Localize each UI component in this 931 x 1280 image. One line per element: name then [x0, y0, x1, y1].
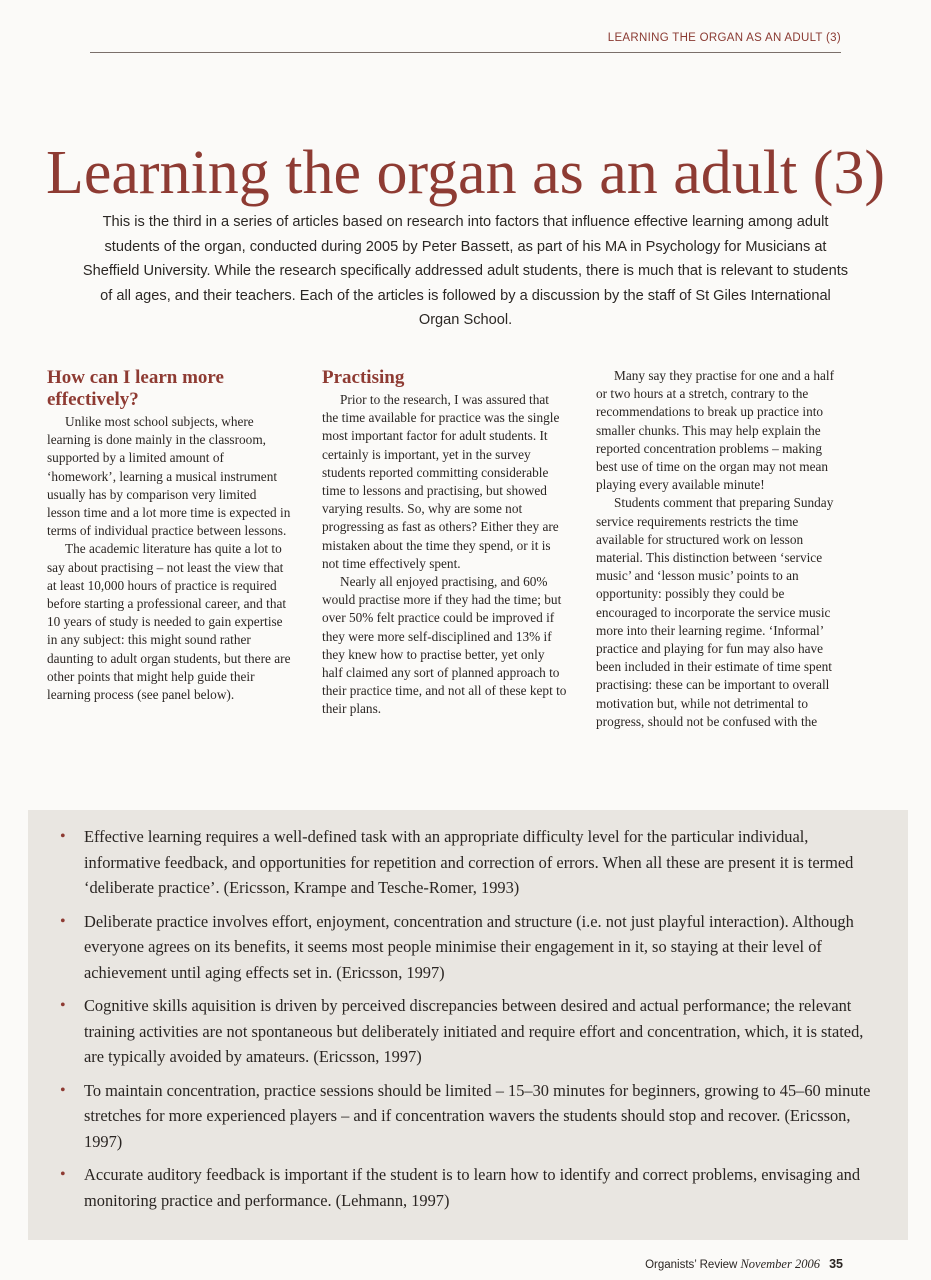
paragraph: Prior to the research, I was assured that the time available for practice was the single most important factor for adult students. It certainly is important, yet in the survey students reported committing considerable time to lessons and practising, but showed varying results. So, why are some not progressing as fast as others? Either they are mistaken about the time they spend, or it is not time effectively spent.	[322, 392, 560, 571]
bullet-icon: •	[60, 1166, 66, 1183]
paragraph: Students comment that preparing Sunday service requirements restricts the time available for structured work on lesson material. This distinction between ‘service music’ and ‘lesson music’ points to an opportunity: possibly they could be encouraged to incorporate the service music more into their learning regime. ‘Informal’ practice and playing for fun may also have been included in their estimate of time spent practising: these can be important to overall motivation but, while not detrimental to progress, should not be confused with the	[596, 495, 834, 729]
page-number: 35	[829, 1257, 843, 1271]
section-heading-learn-effectively: How can I learn more effectively?	[47, 367, 224, 410]
bullet-icon: •	[60, 912, 66, 930]
bullet-text: Deliberate practice involves effort, enjoyment, concentration and structure (i.e. not just playful interaction). Although everyone agrees on its benefits, it seems most people minimise their engagement in it, so staying at their level of achievement until aging effects set in. (Ericsson, 1997)	[84, 911, 854, 982]
bullet-text: Cognitive skills aquisition is driven by perceived discrepancies between desired and actual performance; the relevant training activities are not spontaneous but deliberately initiated and require effort and concentration, which, it is stated, are typically avoided by amateurs. (Ericsson, 1997)	[84, 996, 864, 1066]
page-footer	[645, 1257, 843, 1272]
column-1	[47, 367, 292, 704]
publication-name: Organists’ Review	[645, 1259, 738, 1271]
bullet-item	[58, 993, 878, 1070]
section-heading-practising: Practising	[322, 367, 405, 388]
paragraph: Unlike most school subjects, where learning is done mainly in the classroom, supported by a limited amount of ‘homework’, learning a musical instrument usually has by comparison very limited lesson time and a lot more time is expected in terms of individual practice between lessons.	[47, 414, 291, 539]
bullet-item	[58, 1078, 878, 1155]
bullet-item	[58, 909, 878, 986]
bullet-text: Accurate auditory feedback is important if the student is to learn how to identify and correct problems, envisaging and monitoring practice and performance. (Lehmann, 1997)	[84, 1165, 861, 1210]
issue-date: November 2006	[740, 1257, 820, 1271]
bullet-text: Effective learning requires a well-defined task with an appropriate difficulty level for the particular individual, informative feedback, and opportunities for repetition and correction of errors. When all these are present it is termed ‘deliberate practice’. (Ericsson, Krampe and Tesche-Romer, 1993)	[84, 827, 854, 897]
running-head: LEARNING THE ORGAN AS AN ADULT (3)	[607, 32, 841, 44]
article-title: Learning the organ as an adult (3)	[46, 139, 885, 207]
paragraph: The academic literature has quite a lot to say about practising – not least the view that at least 10,000 hours of practice is required before starting a professional career, and that 10 years of study is needed to gain expertise in any subject: this might sound rather daunting to adult organ students, but there are other points that might help guide their learning process (see panel below).	[47, 541, 291, 703]
column-3	[596, 367, 842, 731]
bullet-icon: •	[60, 828, 66, 845]
bullet-list	[28, 810, 908, 1213]
bullet-text: To maintain concentration, practice sessions should be limited – 15–30 minutes for beginners, growing to 45–60 minute stretches for more experienced players – and if concentration wavers the students should stop and recover. (Ericsson, 1997)	[84, 1080, 871, 1151]
bullet-item	[58, 824, 878, 901]
column-2	[322, 367, 567, 719]
bullet-item	[58, 1162, 878, 1213]
bullet-icon: •	[60, 1081, 66, 1099]
paragraph: Nearly all enjoyed practising, and 60% would practise more if they had the time; but over 50% felt practice could be improved if they were more self-disciplined and 13% if they knew how to practise better, yet only half claimed any sort of planned approach to their practice time, and not all of these kept to their plans.	[322, 574, 567, 717]
bullet-icon: •	[60, 997, 66, 1014]
research-points-panel	[28, 810, 908, 1240]
paragraph: Many say they practise for one and a half or two hours at a stretch, contrary to the recommendations to break up practice into smaller chunks. This may help explain the reported concentration problems – making best use of time on the organ may not mean playing every available minute!	[596, 368, 835, 493]
article-intro: This is the third in a series of articles based on research into factors that influence effective learning among adult students of the organ, conducted during 2005 by Peter Bassett, as part of his MA in Psychology for Musicians at Sheffield University. While the research specifically addressed adult students, there is much that is relevant to students of all ages, and their teachers. Each of the articles is followed by a discussion by the staff of St Giles International Organ School.	[82, 214, 849, 328]
header-rule	[90, 52, 841, 53]
